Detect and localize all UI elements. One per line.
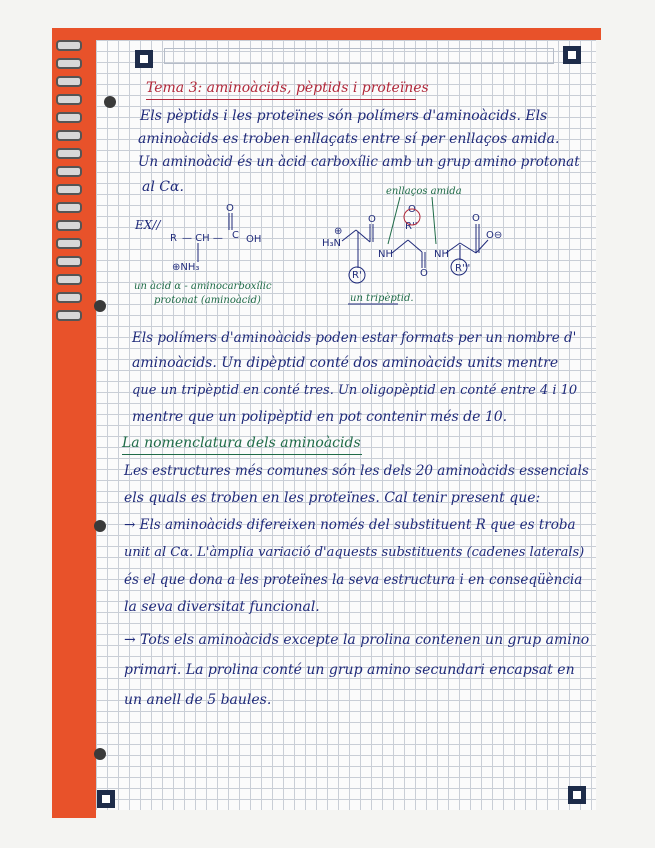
paragraph-line: és el que dona a les proteïnes la seva estructura i en conseqüència	[124, 572, 583, 588]
paragraph-line: que un tripèptid en conté tres. Un oligopèptid en conté entre 4 i 10	[132, 383, 578, 398]
intro-line: Un aminoàcid és un àcid carboxílic amb un grup amino protonat	[138, 154, 580, 170]
tripeptide-n-charge: ⊕	[334, 226, 343, 237]
tripeptide-caption: un tripèptid.	[350, 293, 414, 304]
paragraph-line: primari. La prolina conté un grup amino secundari encapsat en	[124, 662, 575, 678]
paragraph-line: Els polímers d'aminoàcids poden estar formats per un nombre d'	[132, 330, 577, 346]
tripeptide-o: O	[368, 214, 376, 225]
amino-acid-amine: ⊕NH₃	[172, 262, 200, 273]
paragraph-line: aminoàcids. Un dipèptid conté dos aminoàcids units mentre	[132, 355, 559, 371]
amino-acid-ch: — CH —	[182, 233, 223, 244]
tripeptide-r2: R''	[405, 221, 418, 232]
tripeptide-bond-label: enllaços amida	[386, 186, 462, 197]
paragraph-line: la seva diversitat funcional.	[124, 599, 320, 615]
tripeptide-o: O	[408, 204, 416, 215]
paragraph-line: Les estructures més comunes són les dels 20 aminoàcids essencials	[124, 463, 589, 479]
amino-acid-caption: protonat (aminoàcid)	[154, 295, 261, 306]
paragraph-line: mentre que un polipèptid en pot contenir més de 10.	[132, 409, 508, 425]
tripeptide-n-terminus: H₃N	[322, 238, 342, 249]
section-heading-underline	[122, 454, 362, 455]
paragraph-line: → Tots els aminoàcids excepte la prolina contenen un grup amino	[124, 632, 590, 648]
tripeptide-nh: NH	[378, 249, 393, 260]
section-heading: La nomenclatura dels aminoàcids	[122, 435, 361, 451]
page-title: Tema 3: aminoàcids, pèptids i proteïnes	[146, 80, 429, 96]
tripeptide-o-minus: O⊖	[486, 230, 503, 241]
paragraph-line: → Els aminoàcids difereixen només del substituent R que es troba	[124, 517, 576, 533]
amino-acid-r-group: R	[170, 233, 177, 244]
amino-acid-carbonyl-o: O	[226, 203, 234, 214]
amino-acid-hydroxyl: OH	[246, 234, 262, 245]
tripeptide-r3: R'''	[455, 263, 471, 274]
intro-line: aminoàcids es troben enllaçats entre sí per enllaços amida.	[138, 131, 560, 147]
paragraph-line: unit al Cα. L'àmplia variació d'aquests substituents (cadenes laterals)	[124, 545, 585, 560]
tripeptide-r1: R'	[352, 270, 362, 281]
tripeptide-o: O	[472, 213, 480, 224]
example-label: EX//	[135, 218, 161, 232]
intro-line: Els pèptids i les proteïnes són polímers d'aminoàcids. Els	[140, 108, 548, 124]
amino-acid-carboxyl-c: C	[232, 230, 239, 241]
intro-line: al Cα.	[142, 179, 184, 195]
paragraph-line: els quals es troben en les proteïnes. Cal tenir present que:	[124, 490, 541, 506]
tripeptide-nh: NH	[434, 249, 449, 260]
paragraph-line: un anell de 5 baules.	[124, 692, 272, 708]
tripeptide-o: O	[420, 268, 428, 279]
amino-acid-caption: un àcid α - aminocarboxílic	[134, 281, 272, 292]
